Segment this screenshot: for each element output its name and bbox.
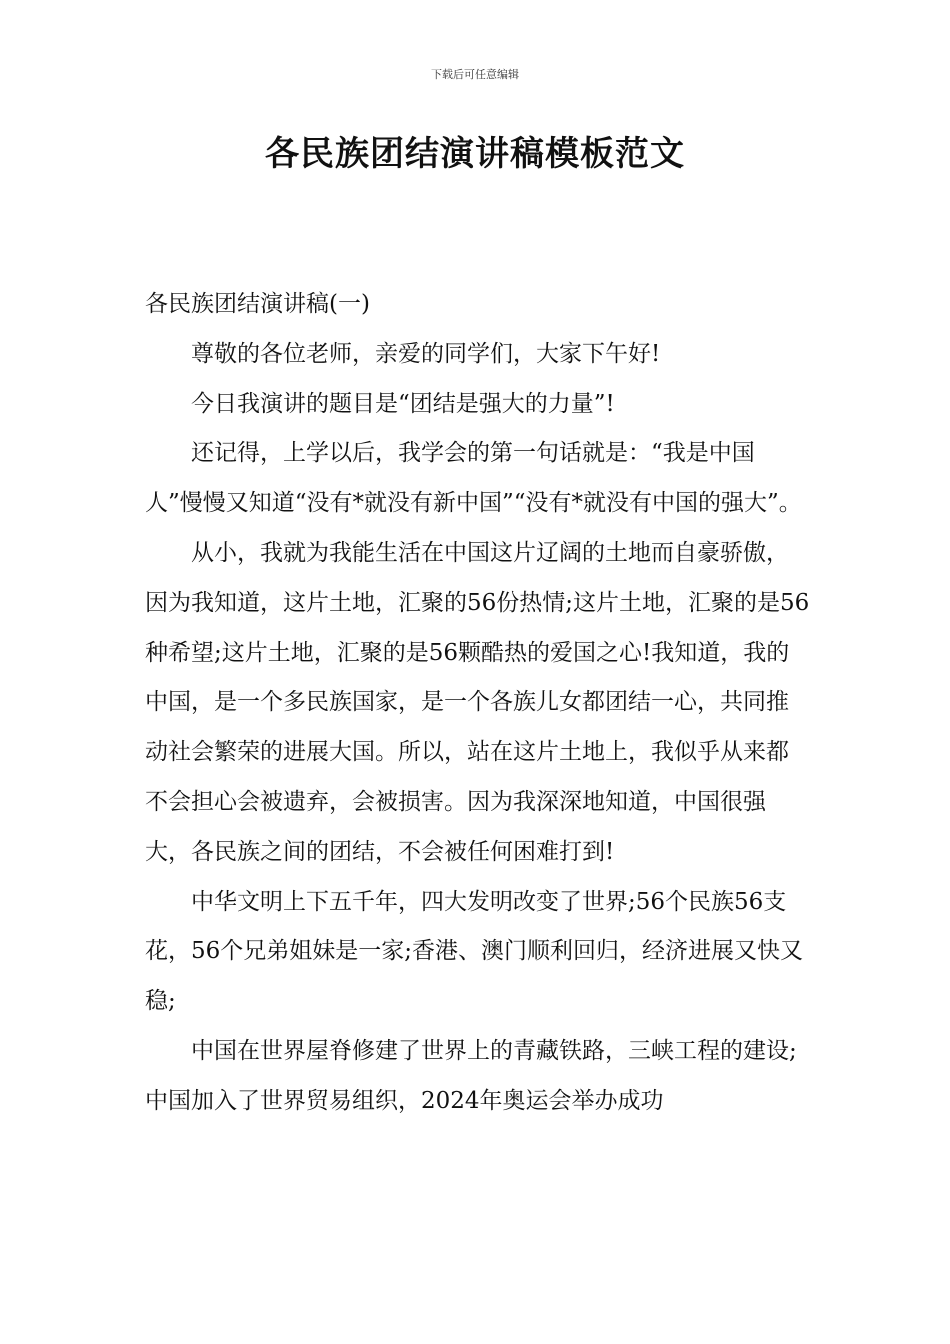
paragraph-topic: 今日我演讲的题目是“团结是强大的力量”!	[191, 390, 615, 417]
document-title: 各民族团结演讲稿模板范文	[265, 134, 685, 174]
section-heading: 各民族团结演讲稿(一)	[145, 291, 370, 317]
document-body	[145, 280, 810, 1127]
paragraph-civilization: 中华文明上下五千年，四大发明改变了世界;56个民族56支花，56个兄弟姐妹是一家;香港、澳门顺利回归，经济进展又快又稳;	[145, 888, 804, 1015]
paragraph-greeting: 尊敬的各位老师，亲爱的同学们，大家下午好!	[191, 340, 661, 367]
header-note: 下载后可任意编辑	[431, 68, 519, 81]
paragraph-memory: 还记得，上学以后，我学会的第一句话就是：“我是中国人”慢慢又知道“没有*就没有新中国”“没有*就没有中国的强大”。	[145, 440, 802, 517]
paragraph-achievements: 中国在世界屋脊修建了世界上的青藏铁路，三峡工程的建设;中国加入了世界贸易组织，2024年奥运会举办成功	[145, 1037, 797, 1114]
paragraph-pride: 从小，我就为我能生活在中国这片辽阔的土地而自豪骄傲，因为我知道，这片土地，汇聚的56份热情;这片土地，汇聚的是56种希望;这片土地，汇聚的是56颗酷热的爱国之心!我知道，我的中国，是一个多民族国家，是一个各族儿女都团结一心，共同推动社会繁荣的进展大国。所以，站在这片土地上，我似乎从来都不会担心会被遗弃，会被损害。因为我深深地知道，中国很强大，各民族之间的团结，不会被任何困难打到!	[145, 539, 810, 865]
